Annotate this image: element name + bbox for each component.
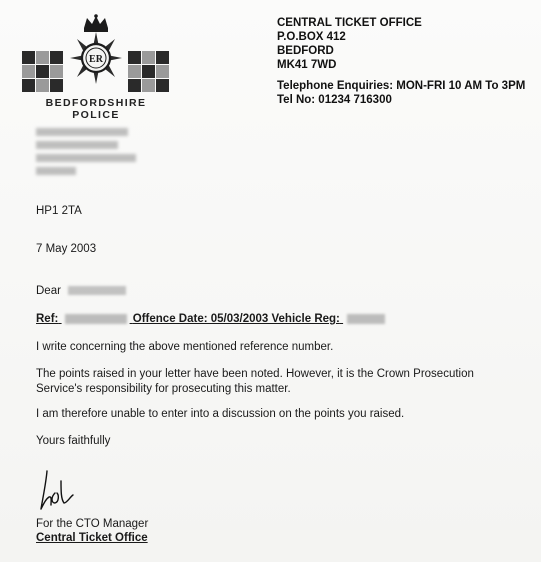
telephone-number: Tel No: 01234 716300 xyxy=(277,94,392,106)
office-address-line: CENTRAL TICKET OFFICE xyxy=(277,17,422,29)
office-address-line: P.O.BOX 412 xyxy=(277,31,346,43)
force-logo xyxy=(22,14,170,121)
reference-line xyxy=(36,313,385,325)
salutation-text: Dear xyxy=(36,285,61,297)
office-address xyxy=(277,16,422,72)
signature-icon xyxy=(37,467,85,515)
closing: Yours faithfully xyxy=(36,435,111,447)
enquiry-hours: Telephone Enquiries: MON-FRI 10 AM To 3PM xyxy=(277,80,526,92)
paragraph-cps: The points raised in your letter have been noted. However, it is the Crown Prosecution Service's responsibility for prosecuting this matter. xyxy=(36,368,474,395)
signatory-office: Central Ticket Office xyxy=(36,532,148,544)
redacted-reference-number xyxy=(65,314,127,324)
recipient-postcode: HP1 2TA xyxy=(36,205,82,217)
police-crest-icon xyxy=(65,14,127,92)
ref-label: Ref: xyxy=(36,313,59,325)
signatory-line: For the CTO Manager xyxy=(36,518,149,530)
crest-monogram: ER xyxy=(89,54,103,65)
paragraph-no-discussion: I am therefore unable to enter into a discussion on the points you raised. xyxy=(36,408,405,420)
office-address-line: MK41 7WD xyxy=(277,59,337,71)
letter-date: 7 May 2003 xyxy=(36,243,97,255)
offence-date: Offence Date: 05/03/2003 Vehicle Reg: xyxy=(132,313,340,325)
contact-info xyxy=(277,79,525,107)
redacted-vehicle-reg xyxy=(347,314,385,324)
salutation xyxy=(36,285,126,297)
paragraph-reference: I write concerning the above mentioned reference number. xyxy=(36,341,334,353)
force-name: BEDFORDSHIRE POLICE xyxy=(45,97,147,121)
redacted-recipient-name xyxy=(68,286,126,295)
office-address-line: BEDFORD xyxy=(277,45,334,57)
